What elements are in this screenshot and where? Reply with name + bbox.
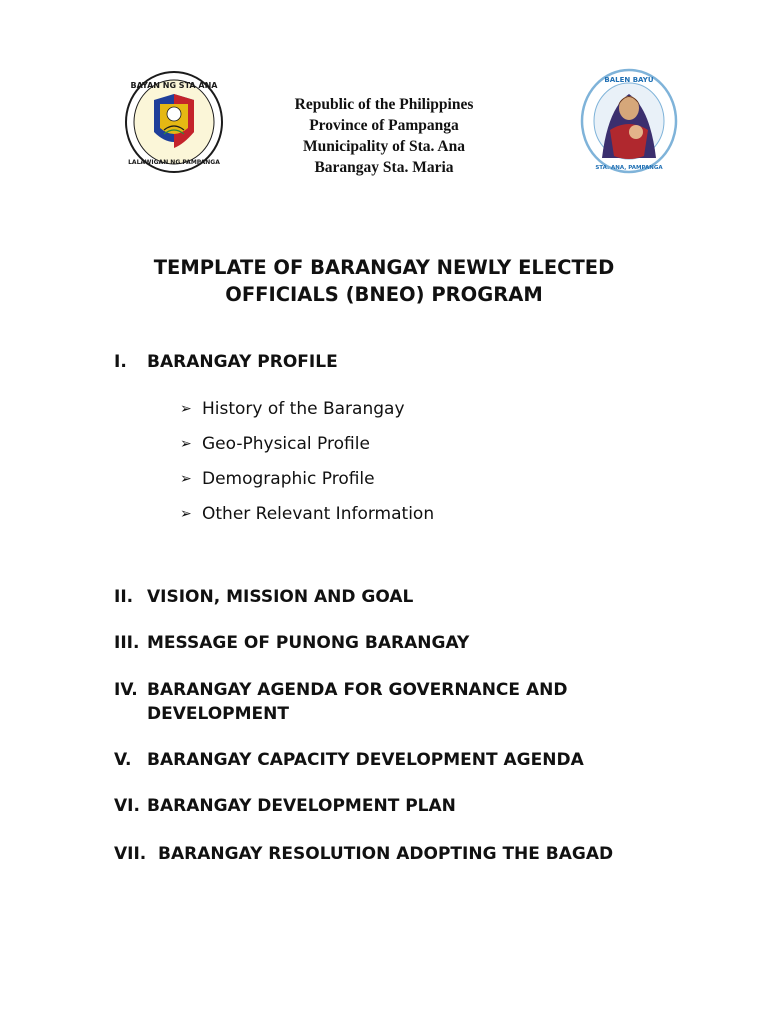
header-republic: Republic of the Philippines	[294, 96, 474, 113]
title-line-2: OFFICIALS (BNEO) PROGRAM	[225, 283, 543, 306]
section-number: II.	[114, 587, 134, 607]
svg-text:BAYAN NG STA ANA: BAYAN NG STA ANA	[130, 81, 218, 90]
header-province: Province of Pampanga	[309, 117, 459, 134]
section-number: I.	[114, 352, 127, 372]
document-title	[0, 254, 768, 308]
section-number: III.	[114, 633, 140, 653]
section-heading: MESSAGE OF PUNONG BARANGAY	[147, 633, 470, 653]
arrow-bullet-icon: ➢	[180, 471, 192, 487]
list-item-text: Demographic Profile	[202, 469, 375, 489]
list-item-text: Other Relevant Information	[202, 504, 435, 524]
section-heading: BARANGAY AGENDA FOR GOVERNANCE AND DEVELOPMENT	[147, 680, 568, 724]
list-item-text: Geo-Physical Profile	[202, 434, 370, 454]
section-heading: BARANGAY RESOLUTION ADOPTING THE BAGAD	[158, 844, 614, 864]
section-number: VII.	[114, 844, 147, 864]
barangay-seal-logo	[580, 68, 678, 174]
barangay-seal-graphic	[580, 68, 678, 174]
list-item	[180, 467, 434, 502]
svg-text:LALAWIGAN NG PAMPANGA: LALAWIGAN NG PAMPANGA	[128, 159, 220, 166]
arrow-bullet-icon: ➢	[180, 436, 192, 452]
svg-text:BALEN BAYU: BALEN BAYU	[604, 76, 654, 84]
title-line-1: TEMPLATE OF BARANGAY NEWLY ELECTED	[153, 256, 615, 279]
list-item	[180, 502, 434, 537]
profile-bullet-list	[180, 397, 434, 537]
section-heading: BARANGAY CAPACITY DEVELOPMENT AGENDA	[147, 750, 584, 770]
arrow-bullet-icon: ➢	[180, 506, 192, 522]
section-heading: BARANGAY PROFILE	[147, 352, 338, 372]
section-heading: BARANGAY DEVELOPMENT PLAN	[147, 796, 456, 816]
section-number: V.	[114, 750, 132, 770]
svg-text:STA. ANA, PAMPANGA: STA. ANA, PAMPANGA	[595, 165, 663, 171]
arrow-bullet-icon: ➢	[180, 401, 192, 417]
list-item	[180, 432, 434, 467]
list-item	[180, 397, 434, 432]
list-item-text: History of the Barangay	[202, 399, 405, 419]
section-heading: VISION, MISSION AND GOAL	[147, 587, 414, 607]
section-number: VI.	[114, 796, 140, 816]
header-barangay: Barangay Sta. Maria	[314, 159, 454, 176]
section-number: IV.	[114, 680, 138, 700]
header-municipality: Municipality of Sta. Ana	[303, 138, 465, 155]
